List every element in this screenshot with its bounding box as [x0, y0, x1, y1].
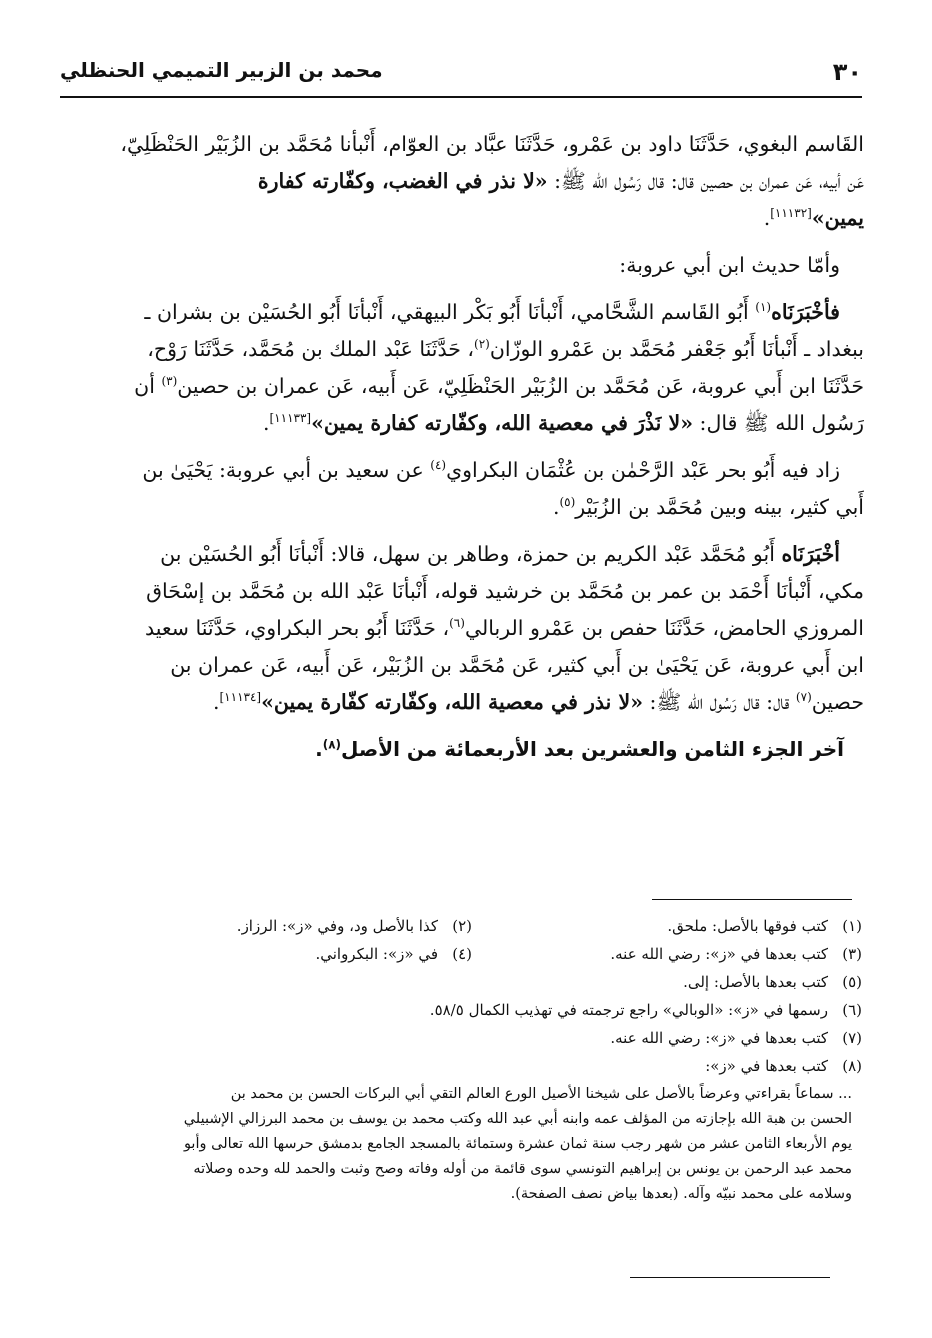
footnote-text: في «ز»: البكرواني.	[315, 945, 438, 963]
footnote-row	[60, 1024, 862, 1052]
page-number: ٣٠	[832, 58, 862, 86]
footnote-ref: (٣)	[161, 374, 178, 389]
paragraph-3	[62, 294, 864, 442]
main-text	[62, 126, 864, 761]
footnote-text: كتب بعدها في «ز»:	[705, 1057, 828, 1075]
text-line: القَاسم البغوي، حَدَّثَنَا داود بن عَمْرو، حَدَّثَنَا عبَّاد بن العوّام، أَنْبأنا مُحَمَّد بن الزُبَيْر الحَنْظَلِيّ،	[120, 132, 864, 156]
period: .	[763, 206, 771, 230]
period: .	[552, 495, 560, 519]
hadith-quote: «لا نذر في معصية الله، وكفّارته كفّارة يمين»	[261, 690, 644, 714]
line-segment: ، حَدَّثَنَا عَبْد الملك بن مُحَمَّد، حَدَّثَنَا رَوْح،	[147, 337, 475, 361]
footnote-separator	[652, 899, 852, 900]
hadith-quote: «لا نذر في الغضب، وكفّارته كفارة	[257, 169, 548, 193]
paragraph-5	[62, 536, 864, 721]
text-line	[62, 489, 864, 526]
line-segment: ، حَدَّثَنَا أَبُو بحر البكراوي، حَدَّثَنَا سعيد	[144, 616, 450, 640]
bottom-rule	[630, 1277, 830, 1278]
footnote-ref: (٤)	[430, 458, 447, 473]
line-segment: أَبُو مُحَمَّد عَبْد الكريم بن حمزة، وطاهر بن سهل، قالا: أَنْبأنَا أَبُو الحُسَيْن بن	[160, 542, 782, 566]
footnote-number: (٧)	[842, 1029, 862, 1047]
footnote-number: (٢)	[452, 917, 472, 935]
isnad-keyword: أخْبَرَنَاه	[781, 542, 840, 566]
text-line	[62, 163, 864, 200]
text-line	[62, 452, 864, 489]
line-segment: حصين	[811, 690, 864, 714]
footnote-1	[472, 917, 862, 935]
footnote-4	[82, 945, 472, 963]
running-title: محمد بن الزبير التميمي الحنظلي	[60, 58, 383, 82]
footnote-ref: (٧)	[795, 690, 812, 705]
closing-statement	[62, 737, 864, 761]
text-line	[62, 294, 864, 331]
footnote-number: (١)	[842, 917, 862, 935]
quote-line: وسلامه على محمد نبيّه وآله. (بعدها بياض نصف الصفحة).	[510, 1186, 852, 1202]
hadith-quote: «لا نَذْرَ في معصية الله، وكفّارته كفارة يمين»	[311, 411, 694, 435]
period: .	[262, 411, 270, 435]
hadith-number: [١١١٣٢]	[770, 206, 812, 221]
quote-line: يوم الأربعاء الثامن عشر من شهر رجب سنة ثمان عشرة وستمائة بالمسجد الجامع بدمشق حرسها الله تعالى وأبو	[183, 1136, 852, 1152]
footnote-row	[60, 996, 862, 1024]
footnote-number: (٦)	[842, 1001, 862, 1019]
footnote-text: كذا بالأصل ود، وفي «ز»: الرزاز.	[236, 917, 438, 935]
quote-line: محمد عبد الرحمن بن يونس بن إبراهيم التونسي سوى قائمة من أوله وفاته وصح وثبت والحمد لله وحده وصلاته	[193, 1161, 852, 1177]
footnote-ref: (٢)	[474, 337, 490, 352]
text-line: مكي، أَنْبأنَا أَحْمَد بن عمر بن مُحَمَّد بن خرشيد قوله، أَنْبأنَا عَبْد الله بن مُحَمَّد بن إسْحَاق	[146, 579, 864, 603]
footnote-text: كتب بعدها في «ز»: رضي الله عنه.	[610, 1029, 828, 1047]
footnotes	[60, 912, 862, 1207]
text-line	[62, 684, 864, 721]
footnote-3	[472, 945, 862, 963]
text-line	[62, 610, 864, 647]
text-line	[62, 368, 864, 405]
page-header	[60, 54, 862, 98]
footnote-ref: (١)	[755, 300, 772, 315]
text-line	[62, 200, 864, 237]
hadith-number: [١١١٣٣]	[269, 411, 312, 426]
line-segment: عن سعيد بن أبي عروبة: يَحْيَىٰ بن	[142, 458, 431, 482]
line-segment: زاد فيه أَبُو بحر عَبْد الرَّحْمٰن بن عُثْمَان البكراوي	[446, 458, 840, 482]
footnote-7	[610, 1029, 862, 1047]
paragraph-2	[62, 247, 864, 284]
line-segment: حَدَّثَنَا ابن أَبي عروبة، عَن مُحَمَّد بن الزُبَيْر الحَنْظَلِيّ، عَن أَبيه، عَن عمران بن حصين	[177, 374, 864, 398]
footnote-number: (٥)	[842, 973, 862, 991]
quote-line: الحسن بن هبة الله بإجازته من المؤلف عمه وابنه أبي عبد الله وكتب محمد بن يوسف بن محمد البرزالي الإشبيلي	[183, 1111, 852, 1127]
footnote-number: (٨)	[842, 1057, 862, 1075]
period: .	[315, 737, 323, 761]
footnote-5	[683, 973, 862, 991]
footnote-ref: (٨)	[322, 737, 342, 752]
quote-line: ... سماعاً بقراءتي وعرضاً بالأصل على شيخنا الأصيل الورع العالم التقي أبي البركات الحسن بن محمد بن	[230, 1086, 852, 1102]
footnote-row	[60, 1052, 862, 1080]
footnote-text: رسمها في «ز»: «الوبالي» راجع ترجمته في تهذيب الكمال ٥٨/٥.	[429, 1001, 828, 1019]
line-segment: ببغداد ـ أَنْبأنَا أَبُو جَعْفر مُحَمَّد بن عَمْرو الوزّان	[489, 337, 864, 361]
text-line	[62, 331, 864, 368]
footnote-text: كتب فوقها بالأصل: ملحق.	[667, 917, 828, 935]
text-line: وأمّا حديث ابن أبي عروبة:	[619, 253, 840, 277]
isnad-keyword: فأخْبَرَنَاه	[771, 300, 840, 324]
text-line: ابن أَبي عروبة، عَن يَحْيَىٰ بن أَبي كثير، عَن مُحَمَّد بن الزُبَيْر، عَن أَبيه، عَن عمران بن	[170, 653, 864, 677]
closing-text: آخر الجزء الثامن والعشرين بعد الأربعمائة من الأصل	[341, 737, 844, 761]
footnote-row	[60, 912, 862, 940]
footnote-6	[430, 1001, 862, 1019]
period: .	[212, 690, 220, 714]
header-rule	[60, 96, 862, 98]
text-line	[62, 536, 864, 573]
hadith-number: [١١١٣٤]	[219, 690, 262, 705]
text-line	[62, 405, 864, 442]
paragraph-1	[62, 126, 864, 237]
hadith-quote: يمين»	[811, 206, 864, 230]
footnote-number: (٤)	[452, 945, 472, 963]
footnote-8	[705, 1057, 862, 1075]
footnote-text: كتب بعدها في «ز»: رضي الله عنه.	[610, 945, 828, 963]
line-segment: رَسُول الله ﷺ قال:	[693, 411, 864, 435]
footnote-row	[60, 968, 862, 996]
footnote-ref: (٥)	[559, 495, 576, 510]
line-segment: عَن أبيه، عَن عمران بن حصين قال: قال رَسُول الله ﷺ:	[547, 169, 864, 193]
footnote-row	[60, 940, 862, 968]
footnote-text: كتب بعدها بالأصل: إلى.	[683, 973, 828, 991]
line-segment: أَبي كثير، بينه وبين مُحَمَّد بن الزُبَيْر	[575, 495, 864, 519]
footnote-ref: (٦)	[449, 616, 465, 631]
line-segment: قال: قال رَسُول الله ﷺ:	[643, 690, 796, 714]
line-segment: أن	[134, 374, 162, 398]
footnote-2	[82, 917, 472, 935]
line-segment: المروزي الحامض، حَدَّثَنَا حفص بن عَمْرو الربالي	[464, 616, 864, 640]
footnote-8-quote	[60, 1082, 862, 1207]
footnote-number: (٣)	[842, 945, 862, 963]
paragraph-4	[62, 452, 864, 526]
line-segment: أَبُو القَاسم الشَّحَّامي، أَنْبأنَا أَبُو بَكْر البيهقي، أَنْبأنَا أَبُو الحُسَيْن بن بشران ـ	[144, 300, 756, 324]
